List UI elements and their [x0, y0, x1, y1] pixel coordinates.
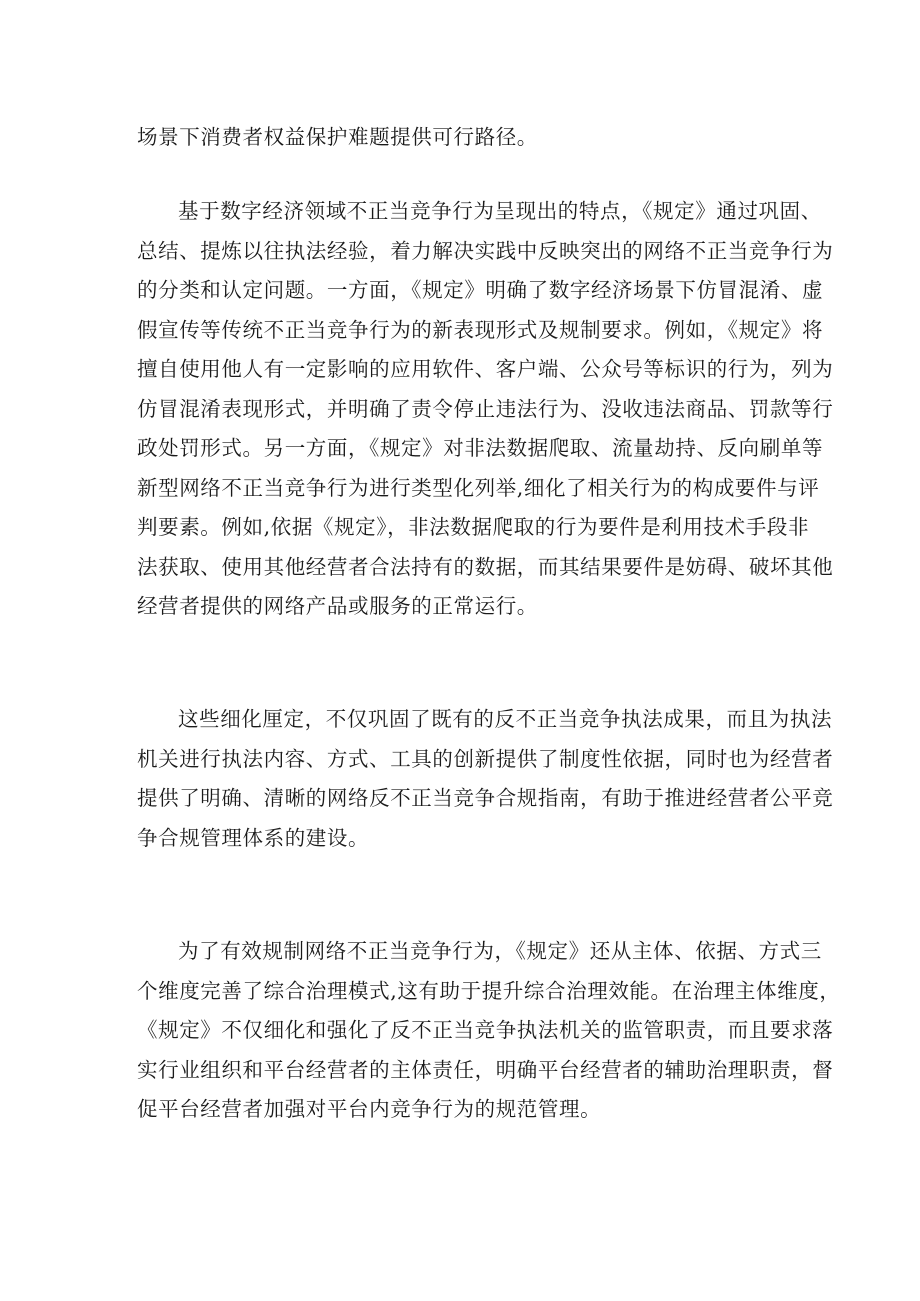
paragraph-line: 实行业组织和平台经营者的主体责任，明确平台经营者的辅助治理职责，督 — [137, 1057, 834, 1082]
paragraph-line: 基于数字经济领域不正当竞争行为呈现出的特点，《规定》通过巩固、 — [178, 199, 822, 223]
paragraph-line: 经营者提供的网络产品或服务的正常运行。 — [137, 594, 538, 618]
paragraph-line: 法获取、使用其他经营者合法持有的数据，而其结果要件是妨碍、破坏其他 — [137, 554, 834, 579]
paragraph-3 — [137, 700, 834, 858]
paragraph-line: 假宣传等传统不正当竞争行为的新表现形式及规制要求。例如，《规定》将 — [137, 317, 824, 342]
paragraph-line: 场景下消费者权益保护难题提供可行路径。 — [137, 125, 538, 149]
paragraph-line: 政处罚形式。另一方面，《规定》对非法数据爬取、流量劫持、反向刷单等 — [137, 436, 824, 460]
paragraph-line: 新型网络不正当竞争行为进行类型化列举,细化了相关行为的构成要件与评 — [137, 475, 820, 500]
paragraph-line: 争合规管理体系的建设。 — [137, 825, 370, 850]
paragraph-line: 总结、提炼以往执法经验，着力解决实践中反映突出的网络不正当竞争行为 — [137, 238, 834, 263]
paragraph-line: 促平台经营者加强对平台内竞争行为的规范管理。 — [137, 1097, 602, 1121]
paragraph-line: 这些细化厘定，不仅巩固了既有的反不正当竞争执法成果，而且为执法 — [178, 707, 833, 731]
paragraph-line: 《规定》不仅细化和强化了反不正当竞争执法机关的监管职责，而且要求落 — [137, 1018, 834, 1042]
paragraph-2 — [137, 192, 834, 627]
paragraph-line: 个维度完善了综合治理模式,这有助于提升综合治理效能。在治理主体维度， — [137, 978, 841, 1003]
paragraph-line: 提供了明确、清晰的网络反不正当竞争合规指南，有助于推进经营者公平竞 — [137, 786, 834, 810]
paragraph-line: 擅自使用他人有一定影响的应用软件、客户端、公众号等标识的行为，列为 — [137, 357, 834, 381]
paragraph-line: 仿冒混淆表现形式，并明确了责令停止违法行为、没收违法商品、罚款等行 — [137, 396, 834, 421]
paragraph-line: 判要素。例如,依据《规定》，非法数据爬取的行为要件是利用技术手段非 — [137, 515, 810, 539]
paragraph-1 — [137, 118, 793, 158]
paragraph-4 — [137, 932, 841, 1130]
paragraph-line: 机关进行执法内容、方式、工具的创新提供了制度性依据，同时也为经营者 — [137, 746, 834, 771]
paragraph-line: 的分类和认定问题。一方面，《规定》明确了数字经济场景下仿冒混淆、虚 — [137, 278, 824, 302]
paragraph-line: 为了有效规制网络不正当竞争行为，《规定》还从主体、依据、方式三 — [178, 939, 822, 963]
